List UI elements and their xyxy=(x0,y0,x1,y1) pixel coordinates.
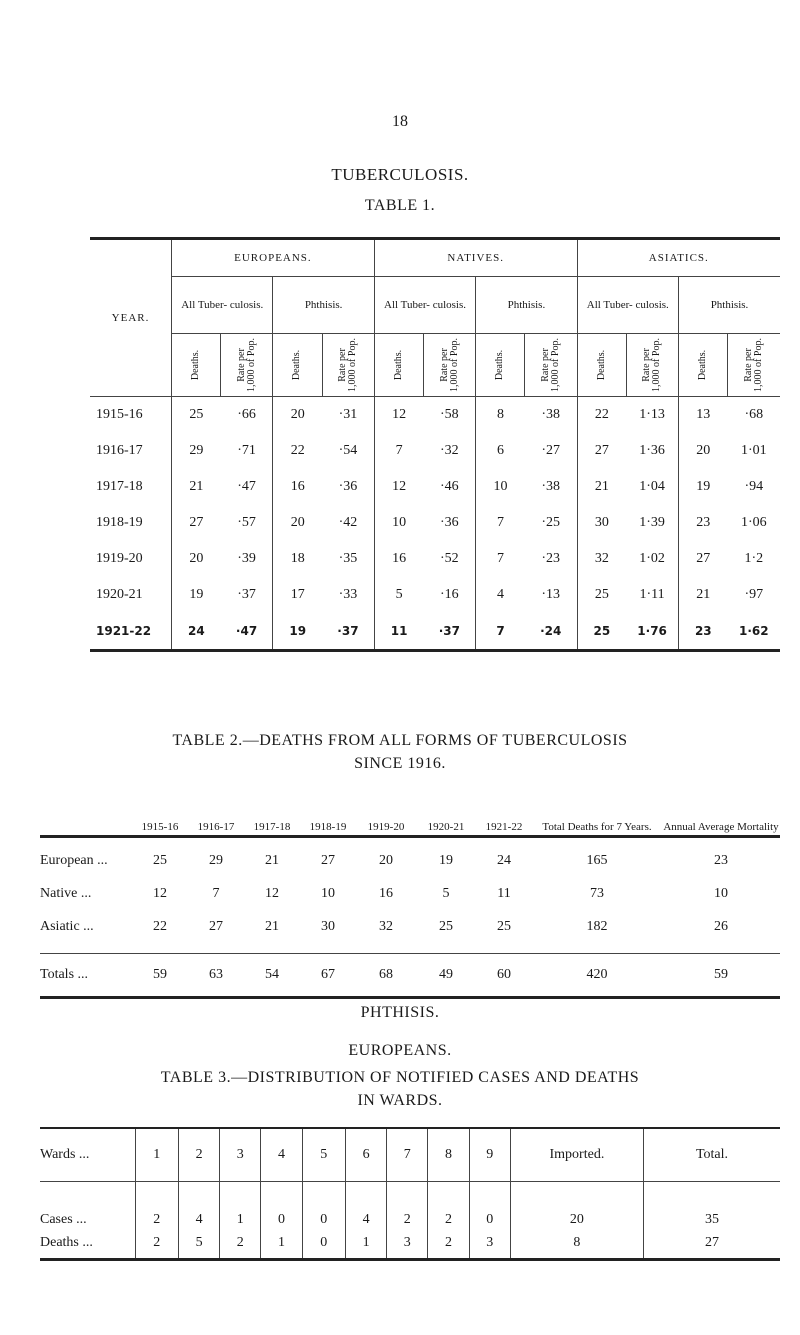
value-cell: 32 xyxy=(379,918,393,934)
rate-cell: ·27 xyxy=(541,443,561,458)
rate-cell: 1·62 xyxy=(739,624,769,638)
table2-subtitle: SINCE 1916. xyxy=(354,755,446,772)
table-row xyxy=(90,505,780,541)
table-1 xyxy=(90,237,780,652)
table2-title: TABLE 2.—DEATHS FROM ALL FORMS OF TUBERCULOSIS xyxy=(172,732,628,749)
sub-all-tuberculosis: All Tuber- culosis. xyxy=(374,277,475,334)
t3-col-header: 1 xyxy=(135,1128,178,1182)
rate-cell: ·24 xyxy=(540,624,562,638)
rate-cell: 1·11 xyxy=(639,587,665,602)
deaths-cell: 7 xyxy=(476,505,525,541)
value-cell: 27 xyxy=(644,1228,780,1260)
rate-cell: 1·01 xyxy=(740,443,767,458)
value-cell: 35 xyxy=(644,1182,780,1229)
table3-title: TABLE 3.—DISTRIBUTION OF NOTIFIED CASES AND DEATHS xyxy=(160,1069,640,1086)
rate-cell: ·13 xyxy=(541,587,561,602)
deaths-cell: 24 xyxy=(172,613,221,651)
t2-col-header: Annual Average Mortality xyxy=(663,821,779,833)
table-row xyxy=(40,910,780,943)
table-row xyxy=(40,877,780,910)
value-cell: 1 xyxy=(261,1228,302,1260)
value-cell: 16 xyxy=(379,885,393,901)
deaths-cell: 7 xyxy=(476,541,525,577)
t2-col-header: 1919-20 xyxy=(367,821,405,833)
value-cell: 23 xyxy=(714,852,728,868)
rate-cell: ·31 xyxy=(338,407,358,422)
deaths-cell: 18 xyxy=(273,541,322,577)
deaths-cell: 21 xyxy=(678,577,727,613)
rate-cell: ·16 xyxy=(439,587,459,602)
deaths-cell: 22 xyxy=(577,397,626,434)
row-label: Totals ... xyxy=(40,967,89,982)
value-cell: 12 xyxy=(153,885,167,901)
col-rate: Rate per 1,000 of Pop. xyxy=(525,334,577,397)
phthisis-title: PHTHISIS. xyxy=(360,1004,440,1021)
value-cell: 19 xyxy=(439,852,453,868)
rate-cell: 1·76 xyxy=(637,624,667,638)
deaths-cell: 27 xyxy=(172,505,221,541)
value-cell: 59 xyxy=(153,967,167,982)
deaths-cell: 32 xyxy=(577,541,626,577)
deaths-cell: 20 xyxy=(678,433,727,469)
year-cell: 1918-19 xyxy=(96,515,143,530)
value-cell: 59 xyxy=(714,967,728,982)
value-cell: 0 xyxy=(302,1182,345,1229)
t3-col-header: Total. xyxy=(644,1128,780,1182)
rate-cell: ·52 xyxy=(439,551,459,566)
t2-col-header: 1915-16 xyxy=(141,821,179,833)
deaths-cell: 21 xyxy=(577,469,626,505)
t3-header-label: Wards ... xyxy=(40,1147,90,1162)
col-rate: Rate per 1,000 of Pop. xyxy=(423,334,475,397)
t3-col-header: 5 xyxy=(302,1128,345,1182)
deaths-cell: 27 xyxy=(678,541,727,577)
europeans-title: EUROPEANS. xyxy=(348,1042,452,1059)
rate-cell: 1·36 xyxy=(639,443,665,458)
rate-cell: ·46 xyxy=(439,479,459,494)
rate-cell: ·35 xyxy=(338,551,358,566)
t3-col-header: 6 xyxy=(345,1128,386,1182)
deaths-cell: 19 xyxy=(172,577,221,613)
value-cell: 0 xyxy=(261,1182,302,1229)
rate-cell: ·94 xyxy=(744,479,764,494)
deaths-cell: 17 xyxy=(273,577,322,613)
value-cell: 73 xyxy=(590,885,604,901)
rate-cell: ·36 xyxy=(439,515,459,530)
sub-all-tuberculosis: All Tuber- culosis. xyxy=(577,277,678,334)
value-cell: 25 xyxy=(153,852,167,868)
rate-cell: ·54 xyxy=(338,443,358,458)
deaths-cell: 20 xyxy=(273,397,322,434)
value-cell: 1 xyxy=(220,1182,261,1229)
value-cell: 2 xyxy=(220,1228,261,1260)
deaths-cell: 8 xyxy=(476,397,525,434)
value-cell: 21 xyxy=(265,918,279,934)
table-3 xyxy=(40,1127,780,1261)
deaths-cell: 16 xyxy=(374,541,423,577)
value-cell: 2 xyxy=(428,1228,469,1260)
deaths-cell: 19 xyxy=(678,469,727,505)
value-cell: 0 xyxy=(469,1182,510,1229)
rate-cell: ·39 xyxy=(237,551,256,566)
t3-col-header: 9 xyxy=(469,1128,510,1182)
deaths-cell: 22 xyxy=(273,433,322,469)
value-cell: 22 xyxy=(153,918,167,934)
deaths-cell: 25 xyxy=(172,397,221,434)
t3-col-header: 2 xyxy=(178,1128,219,1182)
page-number: 18 xyxy=(392,113,408,130)
row-label: Native ... xyxy=(40,885,92,901)
t2-col-header: 1920-21 xyxy=(427,821,465,833)
value-cell: 420 xyxy=(586,967,608,982)
sub-phthisis: Phthisis. xyxy=(476,277,577,334)
t3-col-header: 4 xyxy=(261,1128,302,1182)
col-rate: Rate per 1,000 of Pop. xyxy=(322,334,374,397)
rate-cell: ·68 xyxy=(744,407,764,422)
rate-cell: 1·39 xyxy=(639,515,665,530)
value-cell: 67 xyxy=(321,967,335,982)
value-cell: 4 xyxy=(345,1182,386,1229)
deaths-cell: 12 xyxy=(374,469,423,505)
row-label: European ... xyxy=(40,852,108,868)
t3-col-header: Imported. xyxy=(510,1128,643,1182)
value-cell: 1 xyxy=(345,1228,386,1260)
rate-cell: ·42 xyxy=(338,515,358,530)
deaths-cell: 30 xyxy=(577,505,626,541)
col-deaths: Deaths. xyxy=(374,334,423,397)
value-cell: 60 xyxy=(497,967,511,982)
group-natives: NATIVES. xyxy=(374,239,577,277)
t3-col-header: 8 xyxy=(428,1128,469,1182)
year-cell: 1915-16 xyxy=(96,407,143,422)
rate-cell: ·97 xyxy=(744,587,764,602)
table-row xyxy=(40,954,780,998)
table1-title: TABLE 1. xyxy=(364,197,436,214)
year-cell: 1917-18 xyxy=(96,479,143,494)
rate-cell: ·33 xyxy=(338,587,358,602)
table-row xyxy=(40,1182,780,1229)
deaths-cell: 12 xyxy=(374,397,423,434)
table-2 xyxy=(40,793,780,999)
rate-cell: ·71 xyxy=(237,443,256,458)
value-cell: 5 xyxy=(178,1228,219,1260)
deaths-cell: 27 xyxy=(577,433,626,469)
year-cell: 1921-22 xyxy=(96,624,152,638)
value-cell: 2 xyxy=(135,1182,178,1229)
rate-cell: ·36 xyxy=(338,479,358,494)
sub-phthisis: Phthisis. xyxy=(273,277,374,334)
value-cell: 54 xyxy=(265,967,279,982)
sub-phthisis: Phthisis. xyxy=(678,277,780,334)
rate-cell: ·25 xyxy=(541,515,561,530)
deaths-cell: 10 xyxy=(374,505,423,541)
deaths-cell: 20 xyxy=(273,505,322,541)
table-row xyxy=(90,397,780,434)
value-cell: 24 xyxy=(497,852,511,868)
rate-cell: 1·13 xyxy=(639,407,665,422)
deaths-cell: 25 xyxy=(577,613,626,651)
rate-cell: ·37 xyxy=(438,624,460,638)
value-cell: 3 xyxy=(387,1228,428,1260)
deaths-cell: 11 xyxy=(374,613,423,651)
deaths-cell: 23 xyxy=(678,613,727,651)
value-cell: 20 xyxy=(379,852,393,868)
rate-cell: ·47 xyxy=(237,479,256,494)
rate-cell: ·23 xyxy=(541,551,561,566)
value-cell: 8 xyxy=(510,1228,643,1260)
rate-cell: ·58 xyxy=(439,407,459,422)
row-label: Cases ... xyxy=(40,1212,87,1227)
rate-cell: ·38 xyxy=(541,479,561,494)
deaths-cell: 23 xyxy=(678,505,727,541)
value-cell: 2 xyxy=(135,1228,178,1260)
value-cell: 12 xyxy=(265,885,279,901)
value-cell: 10 xyxy=(714,885,728,901)
section-title: TUBERCULOSIS. xyxy=(331,165,469,184)
value-cell: 26 xyxy=(714,918,728,934)
rate-cell: 1·02 xyxy=(639,551,665,566)
deaths-cell: 25 xyxy=(577,577,626,613)
t2-col-header: Total Deaths for 7 Years. xyxy=(542,821,652,833)
year-header: YEAR. xyxy=(111,312,150,324)
rate-cell: ·38 xyxy=(541,407,561,422)
t2-col-header: 1916-17 xyxy=(197,821,235,833)
table-row xyxy=(40,1228,780,1260)
value-cell: 21 xyxy=(265,852,279,868)
year-cell: 1919-20 xyxy=(96,551,143,566)
row-label: Deaths ... xyxy=(40,1235,93,1250)
rate-cell: ·37 xyxy=(337,624,359,638)
table-row xyxy=(40,844,780,877)
col-deaths: Deaths. xyxy=(172,334,221,397)
value-cell: 20 xyxy=(510,1182,643,1229)
value-cell: 5 xyxy=(442,885,450,901)
deaths-cell: 7 xyxy=(476,613,525,651)
col-deaths: Deaths. xyxy=(476,334,525,397)
deaths-cell: 5 xyxy=(374,577,423,613)
table-row xyxy=(90,577,780,613)
table-row xyxy=(90,433,780,469)
rate-cell: ·66 xyxy=(237,407,256,422)
table-row xyxy=(90,541,780,577)
t2-col-header: 1917-18 xyxy=(253,821,291,833)
row-label: Asiatic ... xyxy=(40,918,94,934)
value-cell: 63 xyxy=(209,967,223,982)
value-cell: 25 xyxy=(497,918,511,934)
year-cell: 1916-17 xyxy=(96,443,143,458)
deaths-cell: 19 xyxy=(273,613,322,651)
value-cell: 25 xyxy=(439,918,453,934)
t3-col-header: 3 xyxy=(220,1128,261,1182)
value-cell: 30 xyxy=(321,918,335,934)
col-deaths: Deaths. xyxy=(678,334,727,397)
value-cell: 29 xyxy=(209,852,223,868)
col-rate: Rate per 1,000 of Pop. xyxy=(728,334,780,397)
value-cell: 2 xyxy=(428,1182,469,1229)
t2-col-header: 1918-19 xyxy=(309,821,347,833)
value-cell: 10 xyxy=(321,885,335,901)
value-cell: 182 xyxy=(586,918,608,934)
table3-subtitle: IN WARDS. xyxy=(357,1092,443,1109)
deaths-cell: 10 xyxy=(476,469,525,505)
t3-col-header: 7 xyxy=(387,1128,428,1182)
value-cell: 7 xyxy=(212,885,220,901)
rate-cell: ·47 xyxy=(235,624,258,638)
value-cell: 11 xyxy=(497,885,511,901)
col-rate: Rate per 1,000 of Pop. xyxy=(626,334,678,397)
value-cell: 27 xyxy=(209,918,223,934)
col-deaths: Deaths. xyxy=(273,334,322,397)
table-row xyxy=(90,613,780,651)
col-deaths: Deaths. xyxy=(577,334,626,397)
sub-all-tuberculosis: All Tuber- culosis. xyxy=(172,277,273,334)
year-cell: 1920-21 xyxy=(96,587,143,602)
value-cell: 165 xyxy=(586,852,608,868)
rate-cell: 1·04 xyxy=(639,479,665,494)
col-rate: Rate per 1,000 of Pop. xyxy=(221,334,273,397)
value-cell: 4 xyxy=(178,1182,219,1229)
value-cell: 2 xyxy=(387,1182,428,1229)
deaths-cell: 7 xyxy=(374,433,423,469)
value-cell: 3 xyxy=(469,1228,510,1260)
deaths-cell: 4 xyxy=(476,577,525,613)
group-europeans: EUROPEANS. xyxy=(172,239,375,277)
table-row xyxy=(90,469,780,505)
value-cell: 68 xyxy=(379,967,393,982)
deaths-cell: 29 xyxy=(172,433,221,469)
value-cell: 49 xyxy=(439,967,453,982)
value-cell: 0 xyxy=(302,1228,345,1260)
rate-cell: 1·2 xyxy=(744,551,764,566)
deaths-cell: 21 xyxy=(172,469,221,505)
rate-cell: ·57 xyxy=(237,515,256,530)
t2-col-header: 1921-22 xyxy=(485,821,523,833)
deaths-cell: 16 xyxy=(273,469,322,505)
deaths-cell: 6 xyxy=(476,433,525,469)
deaths-cell: 13 xyxy=(678,397,727,434)
value-cell: 27 xyxy=(321,852,335,868)
rate-cell: ·32 xyxy=(439,443,459,458)
rate-cell: 1·06 xyxy=(740,515,767,530)
deaths-cell: 20 xyxy=(172,541,221,577)
rate-cell: ·37 xyxy=(237,587,256,602)
group-asiatics: ASIATICS. xyxy=(577,239,780,277)
